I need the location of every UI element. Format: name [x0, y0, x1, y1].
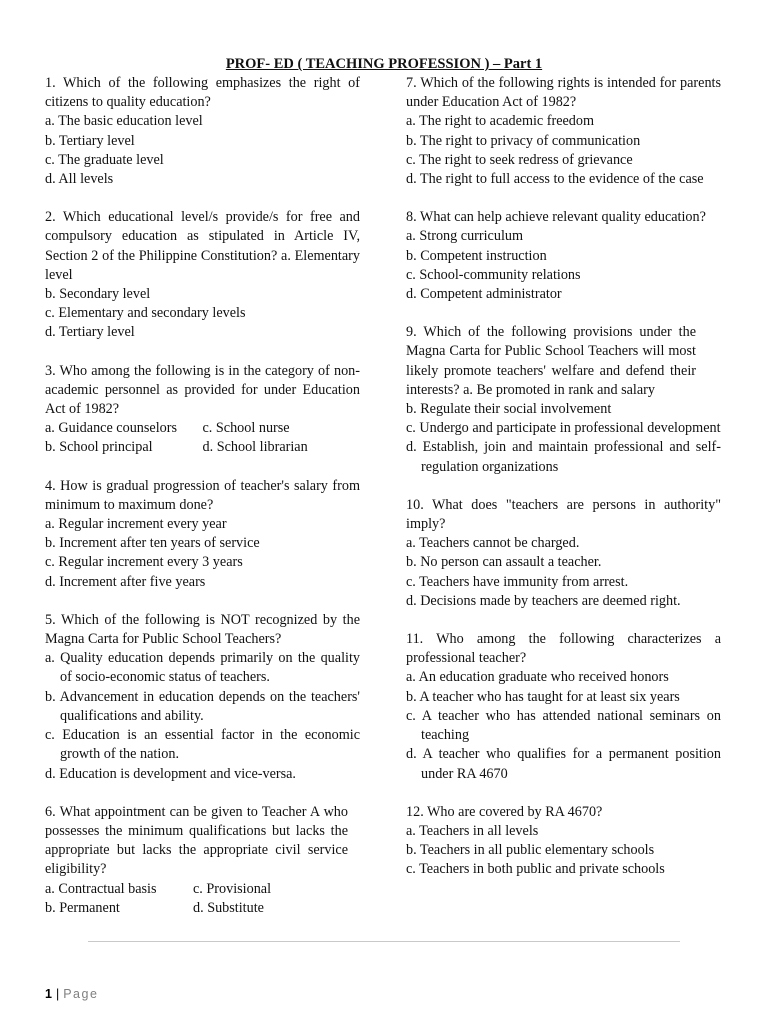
question-stem: 7. Which of the following rights is intended for parents under Education Act of 1982?: [406, 75, 721, 111]
answer-option: c. School nurse: [202, 420, 290, 437]
answer-option: c. Education is an essential factor in the economic growth of the nation.: [45, 727, 360, 763]
answer-option: d. A teacher who qualifies for a permanent position under RA 4670: [406, 746, 721, 782]
answer-option: c. Undergo and participate in professional development: [406, 420, 721, 437]
question-stem: 8. What can help achieve relevant quality education?: [406, 209, 706, 226]
answer-option: b. Advancement in education depends on the teachers' qualifications and ability.: [45, 688, 360, 724]
answer-option: d. School librarian: [202, 439, 308, 456]
answer-option: b. Competent instruction: [406, 247, 547, 264]
answer-option: a. Teachers cannot be charged.: [406, 535, 580, 552]
question-8: [406, 208, 721, 304]
question-4: [45, 477, 360, 592]
question-11: [406, 630, 721, 784]
answer-option: b. No person can assault a teacher.: [406, 554, 602, 571]
answer-option: c. A teacher who has attended national seminars on teaching: [406, 707, 721, 744]
question-stem: 5. Which of the following is NOT recognized by the Magna Carta for Public School Teachers?: [45, 611, 360, 648]
page-label: Page: [63, 987, 99, 1001]
answer-option: b. Teachers in all public elementary schools: [406, 842, 655, 859]
answer-option: a. Regular increment every year: [45, 516, 227, 533]
footer-divider: [88, 941, 680, 942]
answer-option: a. The basic education level: [45, 113, 203, 130]
answer-option: c. School-community relations: [406, 266, 581, 283]
page-footer: [45, 987, 98, 1001]
answer-option: c. Elementary and secondary levels: [45, 305, 246, 322]
answer-option: c. Teachers have immunity from arrest.: [406, 573, 629, 590]
answer-option: d. Increment after five years: [45, 573, 206, 590]
question-3: [45, 362, 360, 458]
answer-option: d. Establish, join and maintain professional and self-regulation organizations: [406, 439, 721, 475]
answer-option: b. Regulate their social involvement: [406, 401, 612, 418]
answer-option: d. Tertiary level: [45, 324, 135, 341]
question-stem: 4. How is gradual progression of teacher's salary from minimum to maximum done?: [45, 477, 360, 513]
answer-option: a. Guidance counselors: [45, 420, 177, 437]
page-number: 1: [45, 987, 52, 1001]
answer-option: c. Teachers in both public and private schools: [406, 861, 665, 878]
answer-option: b. School principal: [45, 439, 153, 456]
question-2: [45, 208, 360, 342]
answer-option: c. The right to seek redress of grievance: [406, 151, 633, 168]
question-5: [45, 611, 360, 784]
answer-option: b. Tertiary level: [45, 132, 135, 149]
answer-option: d. The right to full access to the evidence of the case: [406, 171, 704, 188]
answer-option: c. Regular increment every 3 years: [45, 554, 243, 571]
question-stem: 11. Who among the following characterizes a professional teacher?: [406, 631, 721, 667]
answer-option: b. Secondary level: [45, 286, 151, 303]
answer-options-grid: [45, 880, 348, 918]
question-stem: 3. Who among the following is in the category of non-academic personnel as provided for under Education Act of 1982?: [45, 362, 360, 418]
answer-option: d. Decisions made by teachers are deemed right.: [406, 592, 681, 609]
answer-option: b. The right to privacy of communication: [406, 132, 641, 149]
question-stem: 1. Which of the following emphasizes the right of citizens to quality education?: [45, 75, 360, 111]
answer-option: a. An education graduate who received honors: [406, 669, 669, 686]
question-10: [406, 496, 721, 611]
answer-options-grid: [45, 419, 360, 457]
answer-option: c. Provisional: [193, 880, 272, 897]
question-stem: 6. What appointment can be given to Teacher A who possesses the minimum qualifications but lacks the appropriate but lacks the appropriate civil service eligibility?: [45, 803, 348, 878]
question-1: [45, 74, 360, 189]
answer-option: b. A teacher who has taught for at least six years: [406, 688, 680, 705]
answer-option: d. Education is development and vice-versa.: [45, 765, 296, 782]
footer-separator: |: [55, 987, 60, 1001]
question-stem: 2. Which educational level/s provide/s for free and compulsory education as stipulated in Article IV, Section 2 of the Philippine Constitution? a. Elementary level: [45, 209, 360, 283]
question-7: [406, 74, 721, 189]
answer-option: d. All levels: [45, 171, 114, 188]
answer-option: b. Increment after ten years of service: [45, 535, 260, 552]
answer-option: a. Strong curriculum: [406, 228, 524, 245]
answer-option: a. Teachers in all levels: [406, 822, 539, 839]
right-column: [406, 74, 721, 899]
answer-option: d. Competent administrator: [406, 286, 562, 303]
question-9: [406, 323, 721, 477]
left-column: [45, 74, 360, 937]
answer-option: a. Contractual basis: [45, 880, 157, 897]
answer-option: b. Permanent: [45, 899, 120, 916]
question-stem: 9. Which of the following provisions under the Magna Carta for Public School Teachers will most likely promote teachers' welfare and defend their interests? a. Be promoted in rank and salary: [406, 324, 696, 398]
question-stem: 10. What does "teachers are persons in authority" imply?: [406, 496, 721, 533]
answer-option: d. Substitute: [193, 899, 264, 916]
question-6: [45, 803, 348, 918]
page-title: PROF- ED ( TEACHING PROFESSION ) – Part 1: [225, 56, 543, 72]
answer-option: c. The graduate level: [45, 151, 164, 168]
answer-option: a. Quality education depends primarily on the quality of socio-economic status of teachers.: [45, 650, 360, 686]
question-stem: 12. Who are covered by RA 4670?: [406, 803, 603, 820]
answer-option: a. The right to academic freedom: [406, 113, 595, 130]
question-12: [406, 803, 721, 880]
